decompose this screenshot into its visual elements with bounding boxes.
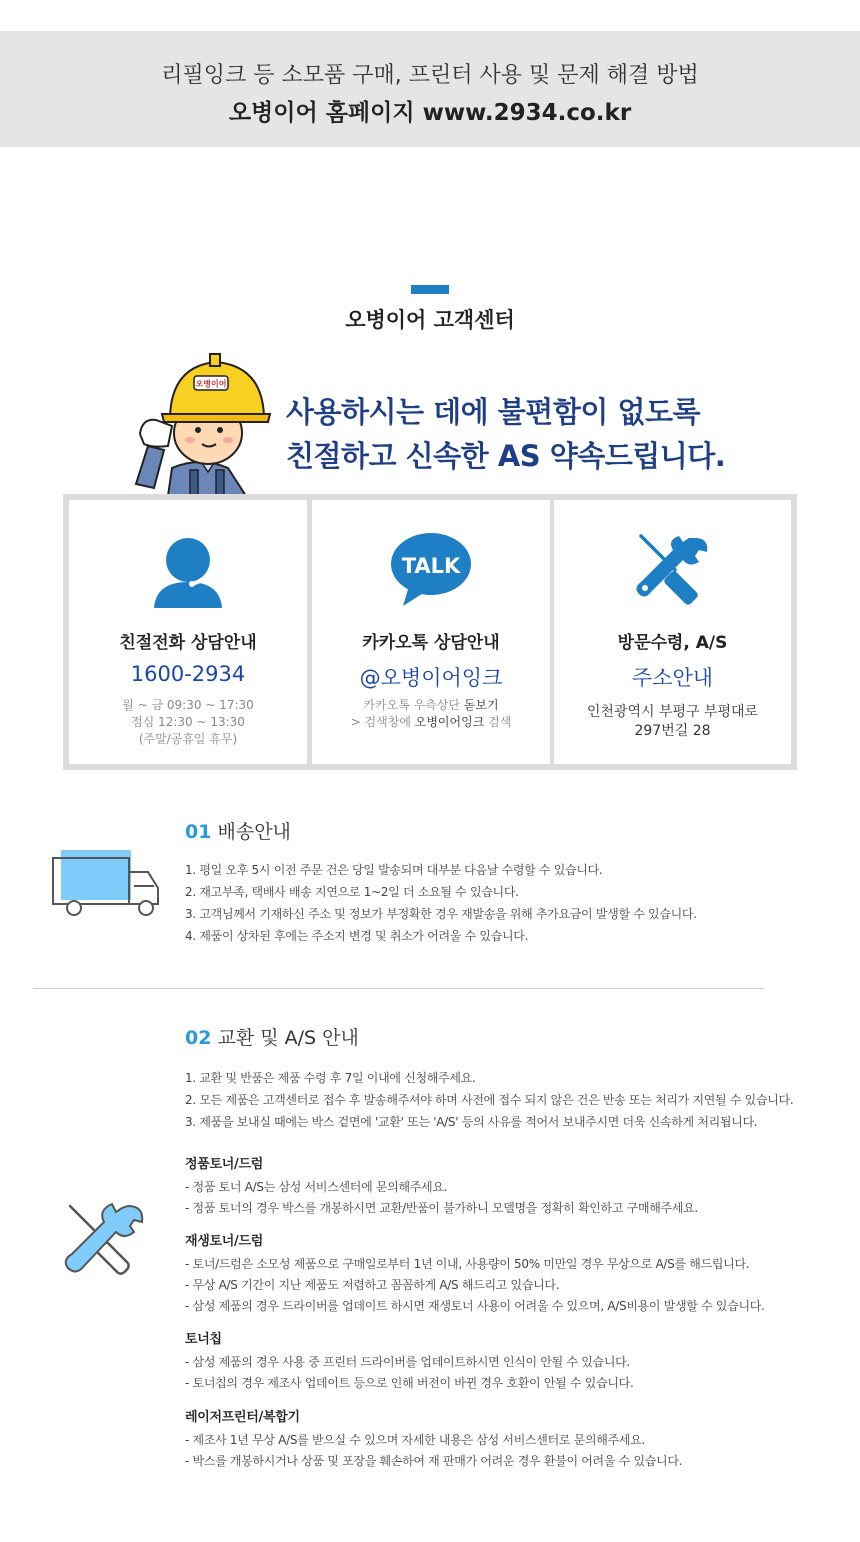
- title-accent-bar: [411, 285, 449, 294]
- recycled-toner-heading: 재생토너/드럼: [185, 1234, 263, 1249]
- slogan-line1: 사용하시는 데에 불편함이 없도록: [286, 395, 700, 429]
- mascot-worker-icon: [128, 348, 273, 496]
- list-item: - 삼성 제품의 경우 드라이버를 업데이트 하시면 재생토너 사용이 어려울 수 있으며, A/S비용이 발생할 수 있습니다.: [185, 1299, 765, 1313]
- svg-text:TALK: TALK: [401, 554, 461, 578]
- exchange-list: [185, 1067, 793, 1133]
- list-item: - 토너칩의 경우 제조사 업데이트 등으로 인해 버전이 바뀐 경우 호환이 안될 수 있습니다.: [185, 1376, 634, 1390]
- address-guide[interactable]: 주소안내: [631, 666, 714, 690]
- list-item: - 박스를 개봉하시거나 상품 및 포장을 훼손하여 재 판매가 어려운 경우 환불이 어려울 수 있습니다.: [185, 1454, 683, 1468]
- list-item: - 정품 토너 A/S는 삼성 서비스센터에 문의해주세요.: [185, 1180, 448, 1194]
- genuine-toner-heading: 정품토너/드럼: [185, 1157, 263, 1172]
- slogan-line2: 친절하고 신속한 AS 약속드립니다.: [286, 439, 726, 473]
- headset-icon: [148, 530, 228, 610]
- list-item: 1. 평일 오후 5시 이전 주문 건은 당일 발송되며 대부분 다음날 수령할 수 있습니다.: [185, 863, 603, 877]
- kakao-heading: 카카오톡 상담안내: [362, 633, 500, 653]
- info-box: [63, 494, 797, 770]
- phone-hours-closed: (주말/공휴일 휴무): [138, 732, 238, 746]
- talk-icon-wrap: [312, 530, 550, 610]
- list-item: 2. 재고부족, 택배사 배송 지연으로 1~2일 더 소요될 수 있습니다.: [185, 885, 519, 899]
- exchange-section-title: [185, 1023, 359, 1050]
- address: [554, 703, 791, 741]
- slogan: [286, 390, 725, 478]
- customer-center-title: 오병이어 고객센터: [345, 308, 515, 332]
- shipping-list: [185, 859, 697, 947]
- kakao-card: [312, 500, 550, 764]
- shipping-title: 배송안내: [211, 821, 291, 843]
- exchange-number: 02: [185, 1027, 212, 1049]
- address-line2: 297번길 28: [634, 723, 711, 739]
- visit-heading: 방문수령, A/S: [617, 633, 728, 653]
- list-item: 2. 모든 제품은 고객센터로 접수 후 발송해주셔야 하며 사전에 접수 되지 않은 건은 반송 또는 처리가 지연될 수 있습니다.: [185, 1093, 794, 1107]
- kakao-talk-icon: [389, 530, 473, 610]
- toner-chip-heading: 토너칩: [185, 1332, 222, 1347]
- phone-hours-lunch: 점심 12:30 ~ 13:30: [131, 715, 245, 729]
- top-banner: [0, 31, 860, 147]
- svg-text:오병이어: 오병이어: [195, 379, 227, 389]
- list-item: - 정품 토너의 경우 박스를 개봉하시면 교환/반품이 불가하니 모델명을 정확히 확인하고 구매해주세요.: [185, 1201, 698, 1215]
- list-item: - 제조사 1년 무상 A/S를 받으실 수 있으며 자세한 내용은 삼성 서비스센터로 문의해주세요.: [185, 1433, 645, 1447]
- delivery-truck-icon: [50, 848, 162, 920]
- genuine-toner-section: [185, 1155, 698, 1219]
- toner-chip-section: [185, 1330, 633, 1394]
- banner-homepage[interactable]: 오병이어 홈페이지 www.2934.co.kr: [228, 100, 632, 126]
- tools-icon-wrap: [554, 530, 791, 610]
- laser-printer-section: [185, 1408, 682, 1472]
- list-item: - 삼성 제품의 경우 사용 중 프린터 드라이버를 업데이트하시면 인식이 안될 수 있습니다.: [185, 1355, 630, 1369]
- shipping-number: 01: [185, 821, 212, 843]
- recycled-toner-section: [185, 1232, 765, 1317]
- exchange-title: 교환 및 A/S 안내: [211, 1027, 359, 1049]
- list-item: 3. 제품을 보내실 때에는 박스 겉면에 '교환' 또는 'A/S' 등의 사유를 적어서 보내주시면 더욱 신속하게 처리됩니다.: [185, 1115, 758, 1129]
- tools-icon: [64, 1200, 146, 1282]
- phone-card: [69, 500, 307, 764]
- banner-line1: 리필잉크 등 소모품 구매, 프린터 사용 및 문제 해결 방법: [161, 63, 699, 88]
- list-item: 1. 교환 및 반품은 제품 수령 후 7일 이내에 신청해주세요.: [185, 1071, 476, 1085]
- laser-printer-heading: 레이저프린터/복합기: [185, 1410, 300, 1425]
- address-line1: 인천광역시 부평구 부평대로: [586, 704, 759, 720]
- wrench-screwdriver-icon: [633, 530, 713, 610]
- kakao-note: 카카오톡 우측상단 돋보기 > 검색창에 오병이어잉크 검색: [350, 698, 512, 729]
- list-item: - 토너/드럼은 소모성 제품으로 구매일로부터 1년 이내, 사용량이 50% 미만일 경우 무상으로 A/S를 해드립니다.: [185, 1257, 750, 1271]
- phone-hours-weekday: 월 ~ 금 09:30 ~ 17:30: [122, 698, 254, 712]
- list-item: 4. 제품이 상차된 후에는 주소지 변경 및 취소가 어려울 수 있습니다.: [185, 929, 529, 943]
- list-item: - 무상 A/S 기간이 지난 제품도 저렴하고 꼼꼼하게 A/S 해드리고 있습니다.: [185, 1278, 560, 1292]
- phone-number[interactable]: 1600-2934: [130, 662, 246, 686]
- list-item: 3. 고객님께서 기재하신 주소 및 정보가 부정확한 경우 재발송을 위해 추가요금이 발생할 수 있습니다.: [185, 907, 697, 921]
- kakao-id[interactable]: @오병이어잉크: [359, 666, 503, 690]
- shipping-section-title: [185, 817, 291, 844]
- headset-icon-wrap: [69, 530, 307, 610]
- visit-card: [554, 500, 791, 764]
- phone-heading: 친절전화 상담안내: [119, 633, 257, 653]
- phone-hours: [69, 697, 307, 748]
- section-divider: [33, 988, 764, 989]
